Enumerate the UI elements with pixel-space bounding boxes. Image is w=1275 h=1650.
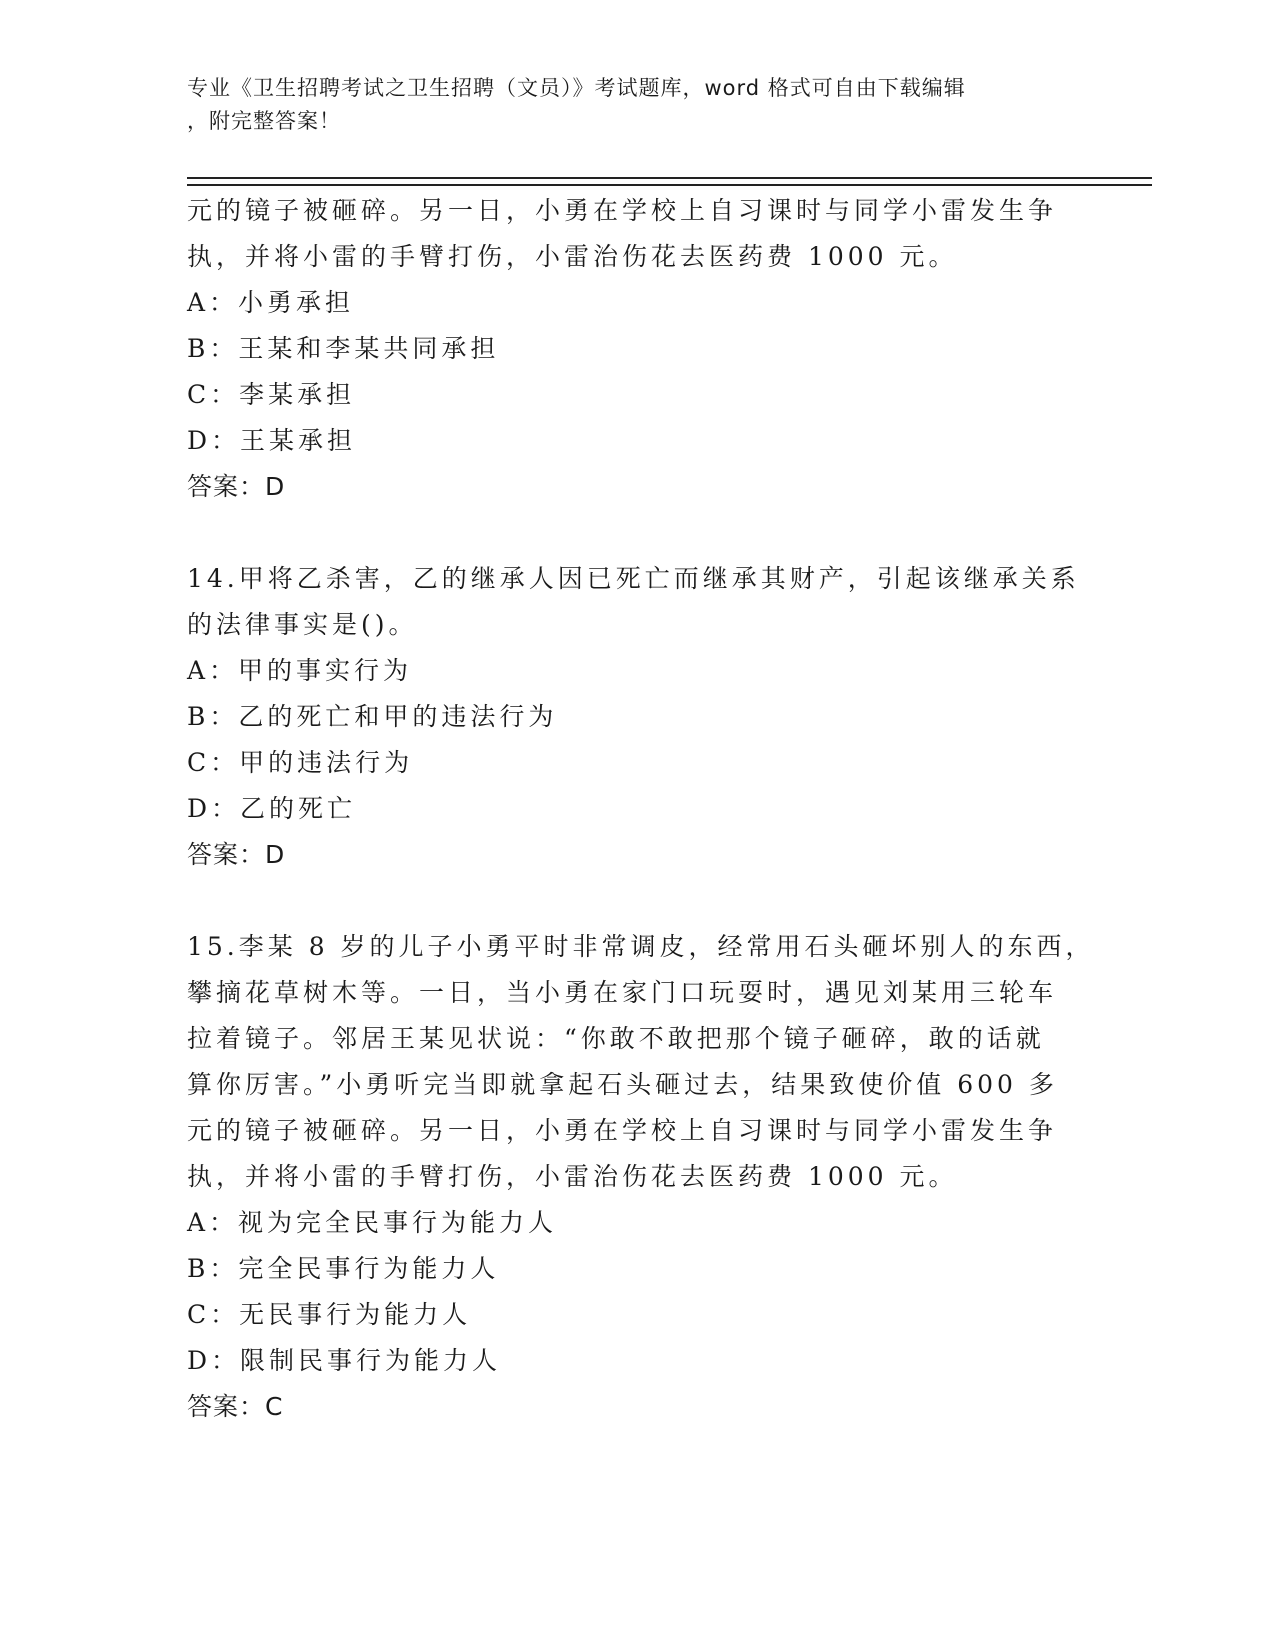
header-line-2: ，附完整答案！ [187,109,341,133]
answer-line: 答案：D [187,840,286,869]
document-body [187,188,1095,1430]
question-text-line: 14.甲将乙杀害，乙的继承人因已死亡而继承其财产，引起该继承关系 [187,564,1080,593]
option-a: A：小勇承担 [187,288,355,317]
header-divider-top [187,177,1152,179]
question-text-line: 算你厉害。”小勇听完当即就拿起石头砸过去，结果致使价值 600 多 [187,1070,1058,1099]
question-text-line: 元的镜子被砸碎。另一日，小勇在学校上自习课时与同学小雷发生争 [187,196,1058,225]
option-a: A：视为完全民事行为能力人 [187,1208,558,1237]
question-continuation [187,188,1087,510]
option-c: C：李某承担 [187,380,356,409]
answer-line: 答案：C [187,1392,284,1421]
question-text-line: 的法律事实是()。 [187,610,418,639]
question-text-line: 拉着镜子。邻居王某见状说：“你敢不敢把那个镜子砸碎，敢的话就 [187,1024,1045,1053]
option-d: D：限制民事行为能力人 [187,1346,502,1375]
question-text-line: 15.李某 8 岁的儿子小勇平时非常调皮，经常用石头砸坏别人的东西， [187,932,1095,961]
option-d: D：乙的死亡 [187,794,357,823]
question-text-line: 执，并将小雷的手臂打伤，小雷治伤花去医药费 1000 元。 [187,242,958,271]
option-b: B：乙的死亡和甲的违法行为 [187,702,558,731]
question-14 [187,556,1087,878]
question-15 [187,924,1095,1430]
answer-line: 答案：D [187,472,286,501]
option-c: C：甲的违法行为 [187,748,414,777]
option-b: B：王某和李某共同承担 [187,334,500,363]
question-text-line: 元的镜子被砸碎。另一日，小勇在学校上自习课时与同学小雷发生争 [187,1116,1058,1145]
spacer [187,510,1087,556]
page-header [187,72,1067,138]
question-text-line: 执，并将小雷的手臂打伤，小雷治伤花去医药费 1000 元。 [187,1162,958,1191]
spacer [187,878,1087,924]
question-text-line: 攀摘花草树木等。一日，当小勇在家门口玩耍时，遇见刘某用三轮车 [187,978,1058,1007]
option-a: A：甲的事实行为 [187,656,413,685]
header-line-1: 专业《卫生招聘考试之卫生招聘（文员）》考试题库，word 格式可自由下载编辑 [187,76,966,100]
option-d: D：王某承担 [187,426,357,455]
header-divider-bottom [187,184,1152,186]
option-b: B：完全民事行为能力人 [187,1254,500,1283]
option-c: C：无民事行为能力人 [187,1300,472,1329]
